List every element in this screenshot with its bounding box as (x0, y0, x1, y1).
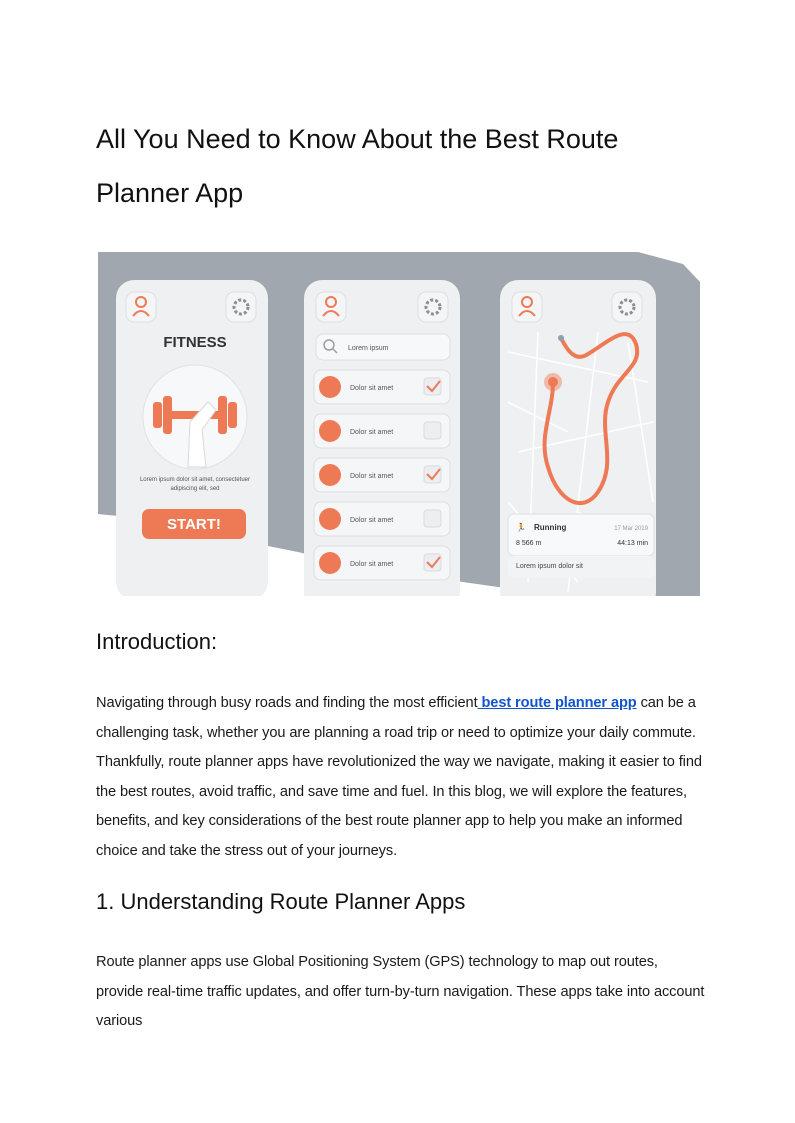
svg-text:Dolor sit amet: Dolor sit amet (350, 517, 394, 524)
svg-text:START!: START! (167, 516, 221, 533)
list-item (314, 414, 450, 448)
phone-screen-list (304, 280, 460, 596)
activity-icon (319, 464, 341, 486)
svg-text:Dolor sit amet: Dolor sit amet (350, 473, 394, 480)
list-item (314, 502, 450, 536)
list-item (314, 370, 450, 404)
svg-text:Lorem ipsum: Lorem ipsum (348, 345, 389, 352)
checkbox (424, 422, 441, 439)
svg-text:44:13 min: 44:13 min (617, 540, 648, 547)
list-item (314, 458, 450, 492)
section1-paragraph: Route planner apps use Global Positioning System (GPS) technology to map out routes, provide real-time traffic updates, and offer turn-by-turn navigation. These apps take into account various (96, 954, 705, 1029)
svg-text:Lorem ipsum dolor sit: Lorem ipsum dolor sit (516, 563, 583, 570)
phone-screen-fitness (116, 280, 268, 596)
run-summary-card (508, 514, 654, 556)
article-title: All You Need to Know About the Best Route Planner App (96, 124, 619, 208)
intro-heading: Introduction: (96, 629, 218, 654)
best-route-planner-link[interactable]: best route planner app (477, 695, 637, 711)
intro-paragraph: Navigating through busy roads and finding the most efficient best route planner app can be a challenging task, whether you are planning a road trip or need to optimize your daily commute. Thankfully, route planner apps have revolutionized the way we navigate, making it easier to find the best routes, avoid traffic, and save time and fuel. In this blog, we will explore the features, benefits, and key considerations of the best route planner app to help you make an informed choice and take the stress out of your journeys. (96, 695, 702, 859)
fitness-heading: FITNESS (163, 334, 227, 351)
hero-image (98, 252, 700, 596)
svg-text:adipiscing elit, sed: adipiscing elit, sed (170, 486, 220, 492)
svg-text:17 Mar 2019: 17 Mar 2019 (614, 526, 648, 532)
svg-text:Dolor sit amet: Dolor sit amet (350, 429, 394, 436)
section1-heading: 1. Understanding Route Planner Apps (96, 889, 466, 914)
phone-screen-map (500, 280, 656, 596)
activity-icon (319, 376, 341, 398)
svg-text:Running: Running (534, 523, 567, 532)
running-icon: 🏃 (516, 523, 526, 532)
svg-text:8 566 m: 8 566 m (516, 540, 542, 547)
svg-text:Dolor sit amet: Dolor sit amet (350, 385, 394, 392)
checkbox (424, 510, 441, 527)
svg-text:Dolor sit amet: Dolor sit amet (350, 561, 394, 568)
list-item (314, 546, 450, 580)
svg-text:Lorem ipsum dolor sit amet, co: Lorem ipsum dolor sit amet, consectetuer (139, 477, 251, 483)
activity-icon (319, 420, 341, 442)
activity-icon (319, 552, 341, 574)
activity-icon (319, 508, 341, 530)
